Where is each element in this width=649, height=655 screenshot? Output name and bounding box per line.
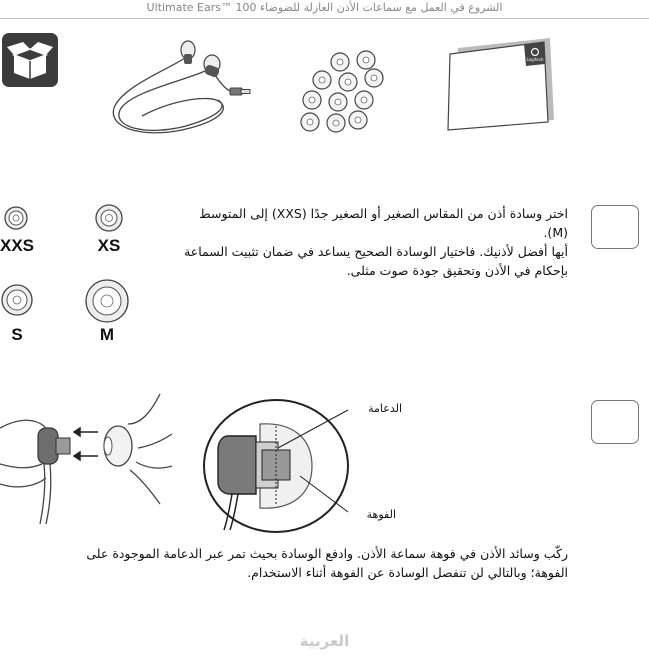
step-2-box <box>591 400 639 444</box>
callout-nozzle: الفوهة <box>366 508 396 521</box>
size-label-xs: XS <box>97 236 121 255</box>
header-divider <box>0 18 649 19</box>
page-header: Ultimate Ears™ 100 الشروع في العمل مع سماعات الأذن العازلة للضوضاء <box>146 1 503 14</box>
step-2-line-1: ركّب وسائد الأذن في فوهة سماعة الأذن. وادفع الوسادة بحيث تمر عبر الدعامة الموجودة على <box>86 546 568 561</box>
ear-tips-illustration <box>296 50 388 134</box>
size-label-s: S <box>11 325 23 344</box>
eartip-cross-section-diagram <box>200 396 350 536</box>
ear-tip-xxs-icon <box>3 205 29 231</box>
step-2-line-2: الفوهة؛ وبالتالي لن تنفصل الوسادة عن الفوهة أثناء الاستخدام. <box>247 565 568 580</box>
size-label-m: M <box>99 325 115 344</box>
step-1-instructions <box>176 204 568 280</box>
step-2-instructions <box>20 544 568 582</box>
callout-support: الدعامة <box>368 402 402 415</box>
step-1-line-1: اختر وسادة أذن من المقاس الصغير أو الصغير جدًا (XXS) إلى المتوسط (M). <box>199 206 568 240</box>
hands-fitting-tip-illustration <box>0 394 172 524</box>
ear-tip-m-icon <box>84 278 130 324</box>
open-box-icon <box>2 33 58 87</box>
step-1-line-3: بإحكام في الأذن وتحقيق جودة صوت مثلى. <box>346 263 568 278</box>
footer-language: العربية <box>299 632 350 650</box>
size-label-xxs: XXS <box>0 236 35 255</box>
card-logo-text: Logitech <box>526 57 544 62</box>
earphones-illustration <box>102 38 252 142</box>
ear-tip-s-icon <box>0 283 34 317</box>
step-1-line-2: أيها أفضل لأذنيك. فاختيار الوسادة الصحيح يساعد في ضمان تثبيت السماعة <box>184 244 568 259</box>
step-1-box <box>591 205 639 249</box>
documentation-card <box>444 36 556 132</box>
ear-tip-xs-icon <box>94 203 124 233</box>
